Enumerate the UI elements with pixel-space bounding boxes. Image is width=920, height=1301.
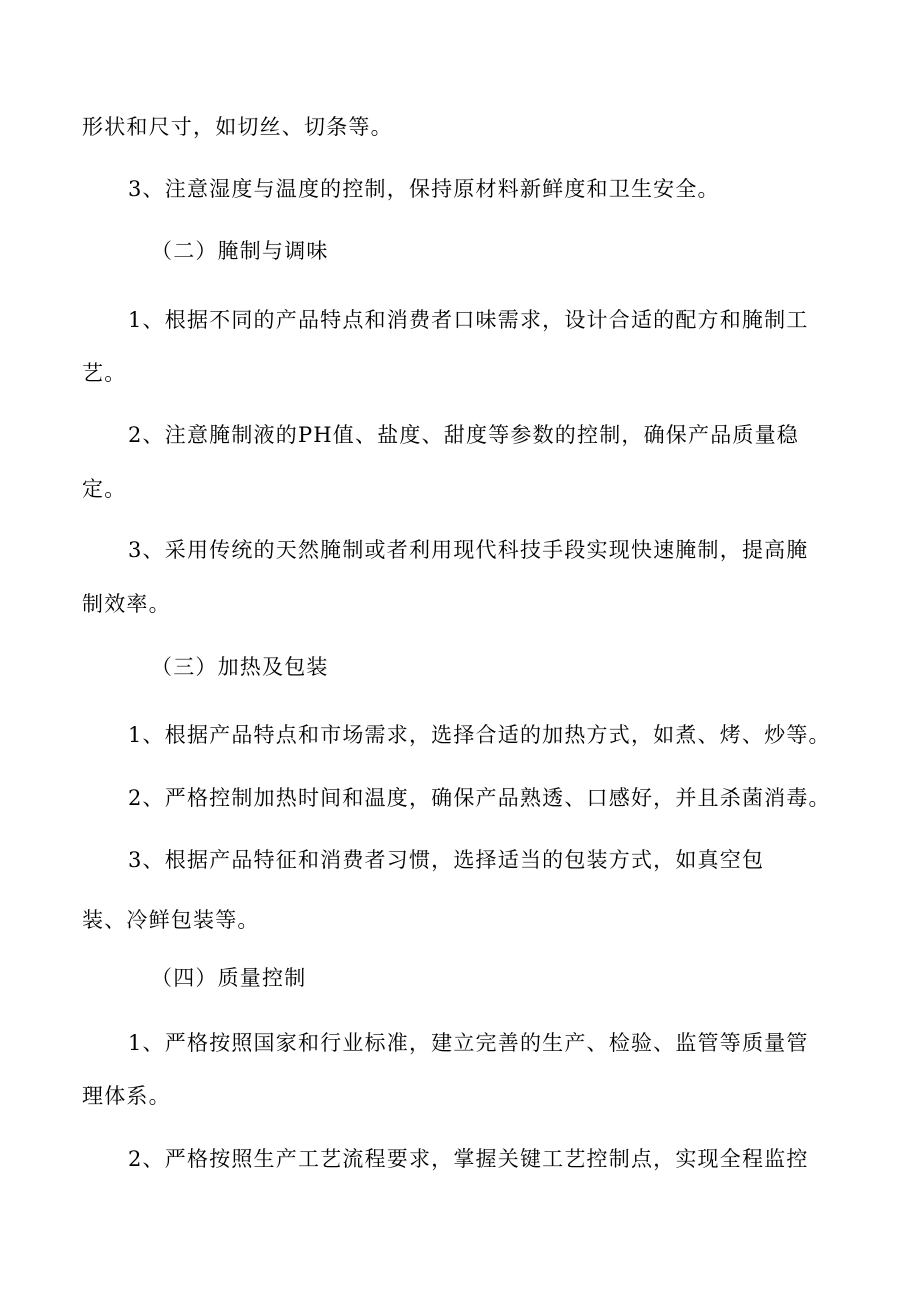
paragraph-line: 2、严格控制加热时间和温度，确保产品熟透、口感好，并且杀菌消毒。 bbox=[128, 786, 831, 810]
paragraph-continuation-line: 形状和尺寸，如切丝、切条等。 bbox=[82, 115, 393, 139]
paragraph-continuation-line: 装、冷鲜包装等。 bbox=[82, 908, 260, 932]
paragraph-continuation-line: 定。 bbox=[82, 477, 127, 501]
paragraph-line: 3、根据产品特征和消费者习惯，选择适当的包装方式，如真空包 bbox=[128, 848, 765, 872]
section-heading: （三）加热及包装 bbox=[151, 655, 329, 679]
paragraph-line: 1、根据不同的产品特点和消费者口味需求，设计合适的配方和腌制工 bbox=[128, 308, 809, 332]
paragraph-line: 1、根据产品特点和市场需求，选择合适的加热方式，如煮、烤、炒等。 bbox=[128, 723, 831, 747]
paragraph-continuation-line: 理体系。 bbox=[82, 1084, 171, 1108]
section-heading: （四）质量控制 bbox=[151, 966, 307, 990]
paragraph-line: 2、注意腌制液的PH值、盐度、甜度等参数的控制，确保产品质量稳 bbox=[128, 423, 800, 447]
paragraph-continuation-line: 制效率。 bbox=[82, 592, 171, 616]
paragraph-line: 3、注意湿度与温度的控制，保持原材料新鲜度和卫生安全。 bbox=[128, 177, 720, 201]
paragraph-line: 3、采用传统的天然腌制或者利用现代科技手段实现快速腌制，提高腌 bbox=[128, 538, 809, 562]
paragraph-continuation-line: 艺。 bbox=[82, 361, 127, 385]
paragraph-line: 2、严格按照生产工艺流程要求，掌握关键工艺控制点，实现全程监控 bbox=[128, 1147, 809, 1171]
section-heading: （二）腌制与调味 bbox=[151, 239, 329, 263]
paragraph-line: 1、严格按照国家和行业标准，建立完善的生产、检验、监管等质量管 bbox=[128, 1031, 809, 1055]
